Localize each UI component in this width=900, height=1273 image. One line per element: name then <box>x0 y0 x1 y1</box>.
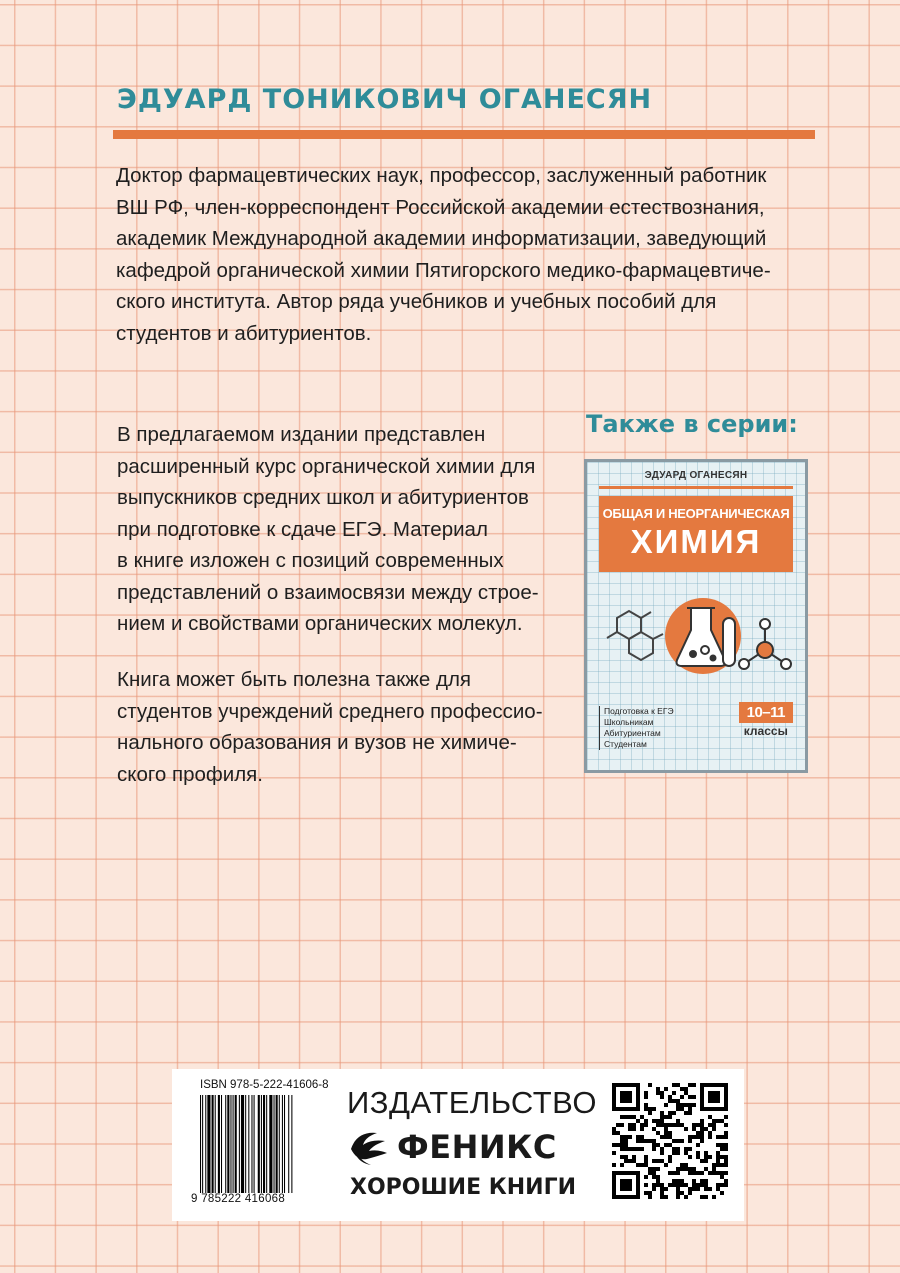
imprint-panel <box>172 1069 744 1221</box>
bio-line: Доктор фармацевтических наук, профессор, заслуженный работник <box>116 164 767 187</box>
series-book-grade <box>739 702 793 738</box>
grade-badge: 10–11 <box>739 702 793 723</box>
audience-item: Школьникам <box>604 717 654 727</box>
bio-line: кафедрой органической химии Пятигорского медико-фармацевтиче- <box>116 258 771 282</box>
series-book-title-band <box>599 496 793 572</box>
desc-line: расширенный курс органической химии для <box>117 454 536 478</box>
series-book-rule <box>599 486 793 489</box>
series-heading: Также в серии: <box>586 410 798 438</box>
bio-line: академик Международной академии информатизации, заведующий <box>116 227 767 250</box>
barcode-icon <box>200 1095 340 1193</box>
publisher-label: ИЗДАТЕЛЬСТВО <box>347 1085 597 1120</box>
audience-item: Подготовка к ЕГЭ <box>604 706 674 716</box>
book-description <box>117 419 577 640</box>
publisher-slogan: ХОРОШИЕ КНИГИ <box>350 1175 577 1200</box>
grade-label: классы <box>743 724 788 738</box>
publisher-logo <box>347 1125 557 1169</box>
author-divider <box>113 130 815 139</box>
author-name: ЭДУАРД ТОНИКОВИЧ ОГАНЕСЯН <box>117 84 653 115</box>
barcode-digits: 9 785222 416068 <box>191 1193 286 1205</box>
desc-line: Книга может быть полезна также для <box>117 668 472 691</box>
series-book-title: ХИМИЯ <box>630 523 762 560</box>
series-book-cover[interactable] <box>584 459 808 773</box>
qr-code-icon[interactable] <box>612 1083 728 1199</box>
audience-item: Студентам <box>604 739 647 749</box>
series-book-subtitle: ОБЩАЯ И НЕОРГАНИЧЕСКАЯ <box>602 506 790 521</box>
bio-line: ского института. Автор ряда учебников и учебных пособий для <box>116 290 717 313</box>
molecule-icon <box>739 619 791 669</box>
bio-line: ВШ РФ, член-корреспондент Российской академии естествознания, <box>116 195 765 219</box>
audience-item: Абитуриентам <box>604 728 661 738</box>
desc-line: выпускников средних школ и абитуриентов <box>117 486 529 509</box>
desc-line: нального образования и вузов не химиче- <box>117 731 517 754</box>
chemistry-illustration <box>587 578 805 698</box>
bio-line: студентов и абитуриентов. <box>116 321 372 345</box>
publisher-name: ФЕНИКС <box>397 1128 557 1166</box>
desc-line: студентов учреждений среднего профессио- <box>117 699 543 723</box>
desc-line: В предлагаемом издании представлен <box>117 423 486 446</box>
series-book-author: ЭДУАРД ОГАНЕСЯН <box>644 470 748 481</box>
desc-line: ского профиля. <box>117 762 263 786</box>
desc-line: в книге изложен с позиций современных <box>117 549 504 572</box>
phoenix-logo-icon <box>347 1127 391 1167</box>
series-book-audience <box>599 706 674 750</box>
desc-line: представлений о взаимосвязи между строе- <box>117 580 539 604</box>
desc-line: при подготовке к сдаче ЕГЭ. Материал <box>117 517 488 541</box>
author-bio <box>116 160 816 349</box>
book-audience-note <box>117 664 577 790</box>
test-tube-icon <box>723 618 735 666</box>
benzene-rings-icon <box>607 611 663 660</box>
desc-line: нием и свойствами органических молекул. <box>117 612 523 635</box>
isbn-text: ISBN 978-5-222-41606-8 <box>200 1079 329 1091</box>
